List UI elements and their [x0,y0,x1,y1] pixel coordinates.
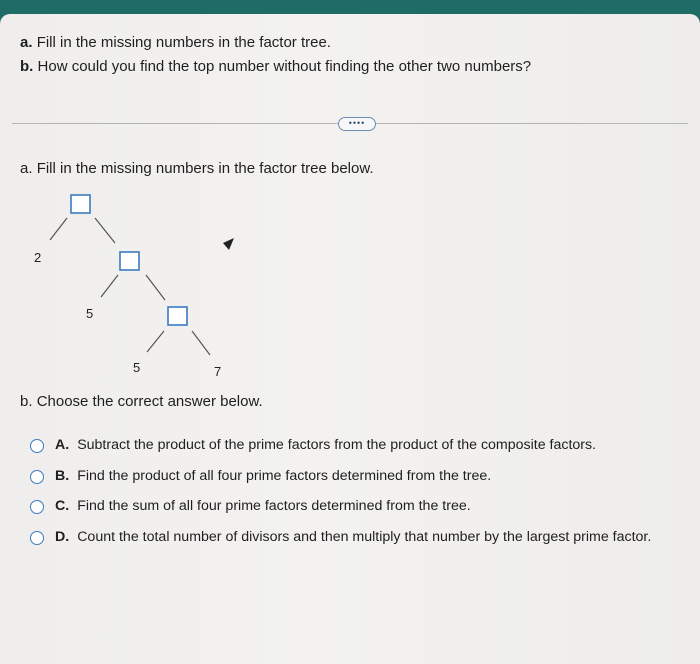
part-b-letter: b. [20,393,33,410]
option-text: Find the product of all four prime factors determined from the tree. [77,467,492,484]
question-b-letter: b. [20,58,34,75]
radio-icon[interactable] [30,470,44,484]
option-a[interactable] [30,437,651,468]
tree-branch [192,331,210,355]
option-text: Subtract the product of the prime factors from the product of the composite factors. [77,437,597,453]
question-a-text: Fill in the missing numbers in the factor tree. [36,34,331,51]
radio-icon[interactable] [30,439,44,453]
tree-leaf-7: 7 [214,364,222,379]
option-b[interactable] [30,468,651,499]
tree-branch [95,218,115,243]
option-text: Find the sum of all four prime factors determined from the tree. [77,498,471,514]
option-letter: D. [55,528,70,545]
option-c[interactable] [30,498,651,529]
tree-branch [50,218,67,240]
question-b-text: How could you find the top number without finding the other two numbers? [37,58,532,75]
more-button[interactable]: •••• [338,117,376,131]
part-a-letter: a. [20,160,33,177]
option-text: Count the total number of divisors and then multiply that number by the largest prime factor. [77,528,652,545]
option-letter: B. [55,467,70,484]
middle-number-box[interactable] [120,252,139,270]
tree-leaf-bottom-5: 5 [133,360,141,375]
question-a-letter: a. [20,34,33,51]
answer-options [30,437,651,559]
tree-branch [101,275,118,297]
tree-branch [147,331,164,352]
option-letter: C. [55,498,70,514]
tree-leaf-2: 2 [34,250,42,265]
mouse-cursor-icon [223,238,234,250]
option-d[interactable] [30,529,651,560]
tree-branch [146,275,165,300]
part-b-text: Choose the correct answer below. [36,393,263,410]
part-a-text: Fill in the missing numbers in the factor tree below. [36,160,374,177]
lower-number-box[interactable] [168,307,187,325]
top-number-box[interactable] [71,195,90,213]
radio-icon[interactable] [30,531,44,545]
tree-leaf-5: 5 [86,306,94,321]
radio-icon[interactable] [30,500,44,514]
part-b-heading [20,393,263,410]
option-letter: A. [55,437,70,453]
